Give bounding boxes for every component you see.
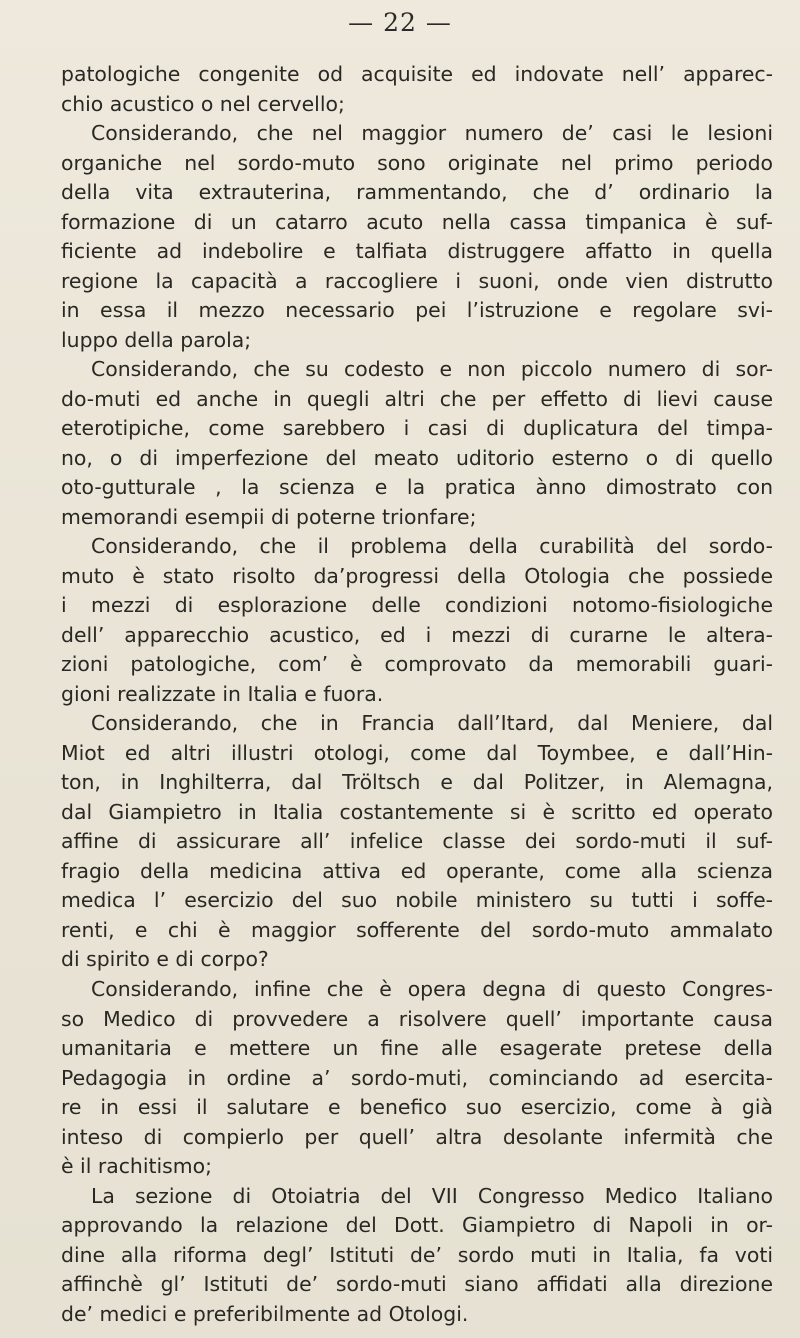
text-line: Considerando, infine che è opera degna di questo Congres- bbox=[91, 976, 773, 1001]
text-line: approvando la relazione del Dott. Giampietro di Napoli in or- bbox=[61, 1213, 773, 1238]
text-line: La sezione di Otoiatria del VII Congresso Medico Italiano bbox=[91, 1183, 773, 1208]
text-line: chio acustico o nel cervello; bbox=[61, 91, 345, 116]
text-line: gioni realizzate in Italia e fuora. bbox=[61, 681, 384, 706]
text-line: fragio della medicina attiva ed operante, come alla scienza bbox=[61, 858, 773, 883]
text-line: re in essi il salutare e benefico suo esercizio, come à già bbox=[61, 1095, 773, 1120]
text-line: formazione di un catarro acuto nella cassa timpanica è suf- bbox=[61, 209, 773, 234]
text-line: de’ medici e preferibilmente ad Otologi. bbox=[61, 1301, 469, 1326]
text-line: so Medico di provvedere a risolvere quell’ importante causa bbox=[61, 1006, 773, 1031]
body-text bbox=[61, 60, 773, 1329]
text-line: della vita extrauterina, rammentando, che d’ ordinario la bbox=[61, 180, 773, 205]
text-line: regione la capacità a raccogliere i suoni, onde vien distrutto bbox=[61, 268, 773, 293]
text-line: umanitaria e mettere un fine alle esagerate pretese della bbox=[61, 1036, 773, 1061]
page-number: — 22 — bbox=[348, 8, 452, 37]
text-line: renti, e chi è maggior sofferente del sordo-muto ammalato bbox=[61, 917, 773, 942]
text-line: Pedagogia in ordine a’ sordo-muti, cominciando ad esercita- bbox=[61, 1065, 773, 1090]
text-line: zioni patologiche, com’ è comprovato da memorabili guari- bbox=[61, 652, 773, 677]
text-line: patologiche congenite od acquisite ed indovate nell’ apparec- bbox=[61, 62, 773, 86]
text-line: organiche nel sordo-muto sono originate nel primo periodo bbox=[61, 150, 773, 175]
text-line: Considerando, che in Francia dall’Itard, dal Meniere, dal bbox=[91, 711, 773, 736]
text-line: di spirito e di corpo? bbox=[61, 947, 269, 972]
text-line: dell’ apparecchio acustico, ed i mezzi di curarne le altera- bbox=[61, 622, 773, 647]
text-line: i mezzi di esplorazione delle condizioni notomo-fisiologiche bbox=[61, 593, 773, 618]
text-line: memorandi esempii di poterne trionfare; bbox=[61, 504, 477, 529]
text-line: Miot ed altri illustri otologi, come dal Toymbee, e dall’Hin- bbox=[61, 740, 773, 765]
text-line: muto è stato risolto da’progressi della Otologia che possiede bbox=[61, 563, 773, 588]
text-line: dine alla riforma degl’ Istituti de’ sordo muti in Italia, fa voti bbox=[61, 1242, 773, 1267]
text-line: ton, in Inghilterra, dal Tröltsch e dal Politzer, in Alemagna, bbox=[61, 770, 773, 795]
text-line: luppo della parola; bbox=[61, 327, 252, 352]
text-line: no, o di imperfezione del meato uditorio esterno o di quello bbox=[61, 445, 773, 470]
text-line: è il rachitismo; bbox=[61, 1154, 213, 1179]
text-line: Considerando, che nel maggior numero de’ casi le lesioni bbox=[91, 121, 773, 146]
text-line: eterotipiche, come sarebbero i casi di duplicatura del timpa- bbox=[61, 416, 773, 441]
text-line: inteso di compierlo per quell’ altra desolante infermità che bbox=[61, 1124, 773, 1149]
text-line: affine di assicurare all’ infelice classe dei sordo-muti il suf- bbox=[61, 829, 773, 854]
text-line: Considerando, che il problema della curabilità del sordo- bbox=[91, 534, 773, 559]
text-line: affinchè gl’ Istituti de’ sordo-muti siano affidati alla direzione bbox=[61, 1272, 773, 1297]
text-line: ficiente ad indebolire e talfiata distruggere affatto in quella bbox=[61, 239, 773, 264]
text-line: Considerando, che su codesto e non piccolo numero di sor- bbox=[91, 357, 773, 382]
text-line: in essa il mezzo necessario pei l’istruzione e regolare svi- bbox=[61, 298, 773, 323]
text-line: oto-gutturale , la scienza e la pratica ànno dimostrato con bbox=[61, 475, 773, 500]
text-line: dal Giampietro in Italia costantemente si è scritto ed operato bbox=[61, 799, 773, 824]
text-line: medica l’ esercizio del suo nobile ministero su tutti i soffe- bbox=[61, 888, 773, 913]
text-line: do-muti ed anche in quegli altri che per effetto di lievi cause bbox=[61, 386, 773, 411]
